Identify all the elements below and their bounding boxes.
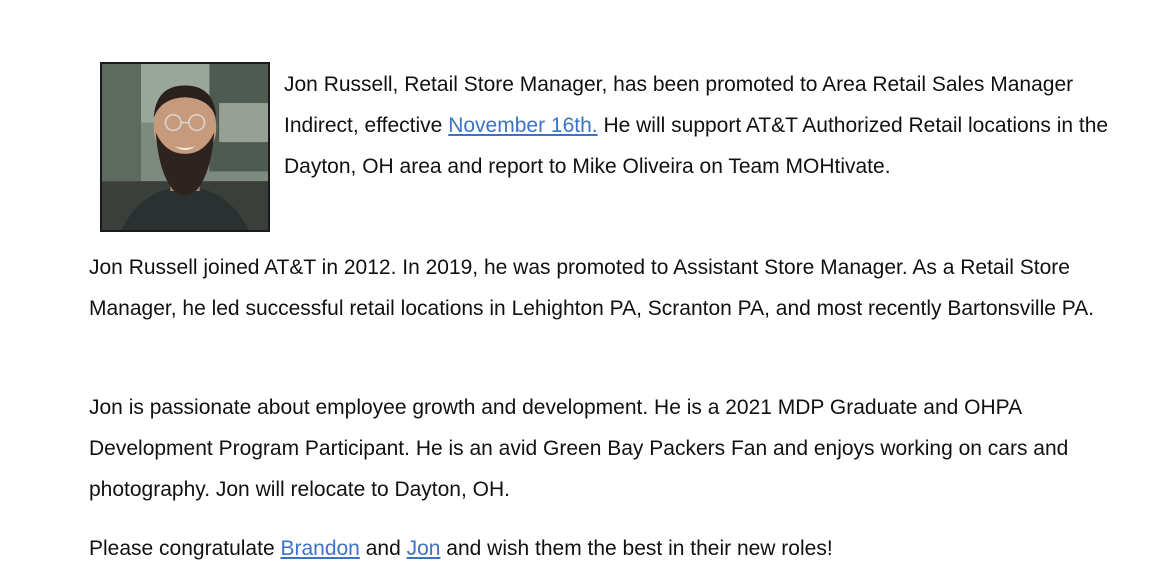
profile-photo bbox=[100, 62, 270, 232]
closing-text-middle: and bbox=[359, 537, 407, 560]
brandon-link[interactable]: Brandon bbox=[280, 537, 360, 560]
profile-photo-image bbox=[102, 64, 268, 230]
history-paragraph: Jon Russell joined AT&T in 2012. In 2019, he was promoted to Assistant Store Manager. As a Retail Store Manager, he led successful retail locations in Lehighton PA, Scranton PA, and most recently Bartonsville PA. bbox=[89, 256, 1095, 320]
about-paragraph: Jon is passionate about employee growth and development. He is a 2021 MDP Graduate and OHPA Development Program Participant. He is an avid Green Bay Packers Fan and enjoys working on cars and photography. Jon will relocate to Dayton, OH. bbox=[89, 396, 1069, 501]
closing-text-after: and wish them the best in their new roles! bbox=[440, 537, 833, 560]
closing-paragraph bbox=[89, 528, 1099, 569]
intro-paragraph bbox=[284, 64, 1114, 187]
intro-text-after: He will support AT&T Authorized Retail locations in the Dayton, OH area and report to Mike Oliveira on Team MOHtivate. bbox=[284, 114, 1109, 178]
closing-text-before: Please congratulate bbox=[89, 537, 281, 560]
jon-link[interactable]: Jon bbox=[406, 537, 441, 560]
intro-text-before: Jon Russell, Retail Store Manager, has been promoted to Area Retail Sales Manager Indirect, effective bbox=[284, 73, 1074, 137]
date-link[interactable]: November 16th. bbox=[448, 114, 598, 137]
